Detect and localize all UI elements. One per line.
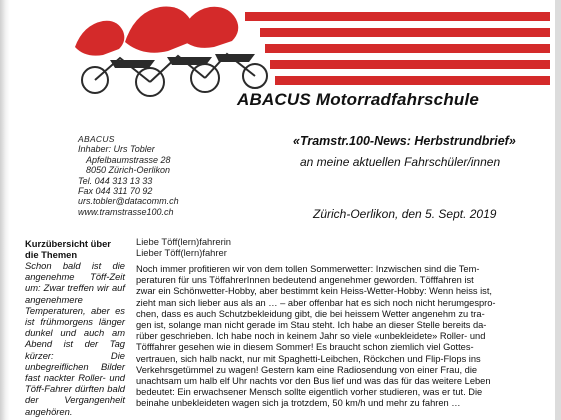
address-line: 8050 Zürich-Oerlikon [86,165,171,176]
newsletter-subtitle: an meine aktuellen Fahrschüler/innen [300,155,501,169]
sender-address [78,134,179,217]
body-line: zieht man sich lieber aus als an … – aber offenbar hat es sich noch nicht herumgespro- [136,297,496,308]
body-line: rüber geschrieben. Ich habe noch in keinem Jahr so viele «unbekleidete» Roller- und [136,331,486,342]
dateline: Zürich-Oerlikon, den 5. Sept. 2019 [313,207,497,221]
greeting-line: Lieber Töff(lern)fahrer [136,247,227,258]
sidebar-heading: Kurzübersicht über die Themen [25,238,111,260]
body-line: peraturen für uns TöffahrerInnen bedeutend angenehmer geworden. Töfffahren ist [136,275,474,286]
sidebar-text: Schon bald ist die angenehme Töff-Zeit um: Zwar treffen wir auf angenehmere Temperaturen, aber es ist frühmorgens länger dunkel und auch am Abend ist der Tag kürzer: Die unbegreiflichen Bilder fast nackter Roller- und Töff-Fahrer dürften bald der Vergangenheit angehören. [25,260,125,417]
body-line: Töfffahrer gesehen wie in diesem Sommer! Es braucht schon ziemlich viel Gottes- [136,342,474,353]
body-line: Verkehrsgetümmel zu wagen! Gestern kam eine Radiosendung von einer Frau, die [136,364,478,375]
body-line: Noch immer profitieren wir von dem tollen Sommerwetter: Inzwischen sind die Tem- [136,264,480,274]
topic-sidebar [25,238,125,417]
newsletter-title: «Tramstr.100-News: Herbstrundbrief» [293,134,516,148]
body-text [136,264,528,410]
body-line: bedeutet: Ein erwachsener Mensch sollte eigentlich vorher studieren, was er tut. Die [136,387,483,398]
address-line: Inhaber: Urs Tobler [78,144,155,155]
body-line: unachtsam um halb elf Uhr nachts vor den Bus lief und was das für das weitere Leben [136,376,491,387]
company-name: ABACUS [78,134,115,144]
body-line: chen, dass es auch Schutzbekleidung gibt, die bei heissem Wetter angenehm zu tra- [136,308,485,319]
greeting-line: Liebe Töff(lern)fahrerin [136,236,232,247]
email-link[interactable]: urs.tobler@datacomm.ch [78,196,179,207]
page-left-edge [0,0,10,420]
motorcycle-logo [55,2,555,97]
website-link[interactable]: www.tramstrasse100.ch [78,206,174,217]
page-right-edge [555,0,561,420]
address-line: Tel. 044 313 13 33 [78,175,153,186]
body-line: beinahe unbekleideten wagen sich ja trotzdem, 50 km/h und mehr zu fahren … [136,398,461,409]
body-line: gen ist, solange man nicht gerade im Stau steht. Ich habe an dieser Stelle bereits da- [136,320,487,331]
body-line: zwar ein Schönwetter-Hobby, aber bestimmt kein Heiss-Wetter-Hobby: Wenn heiss ist, [136,286,493,297]
body-line: vertrauen, sich halb nackt, nur mit Spaghetti-Leibchen, Röckchen und Flip-Flops ins [136,353,481,364]
greeting [136,236,231,258]
brand-title: ABACUS Motorradfahrschule [237,90,480,109]
address-line: Fax 044 311 70 92 [78,186,153,197]
address-line: Apfelbaumstrasse 28 [86,154,171,165]
